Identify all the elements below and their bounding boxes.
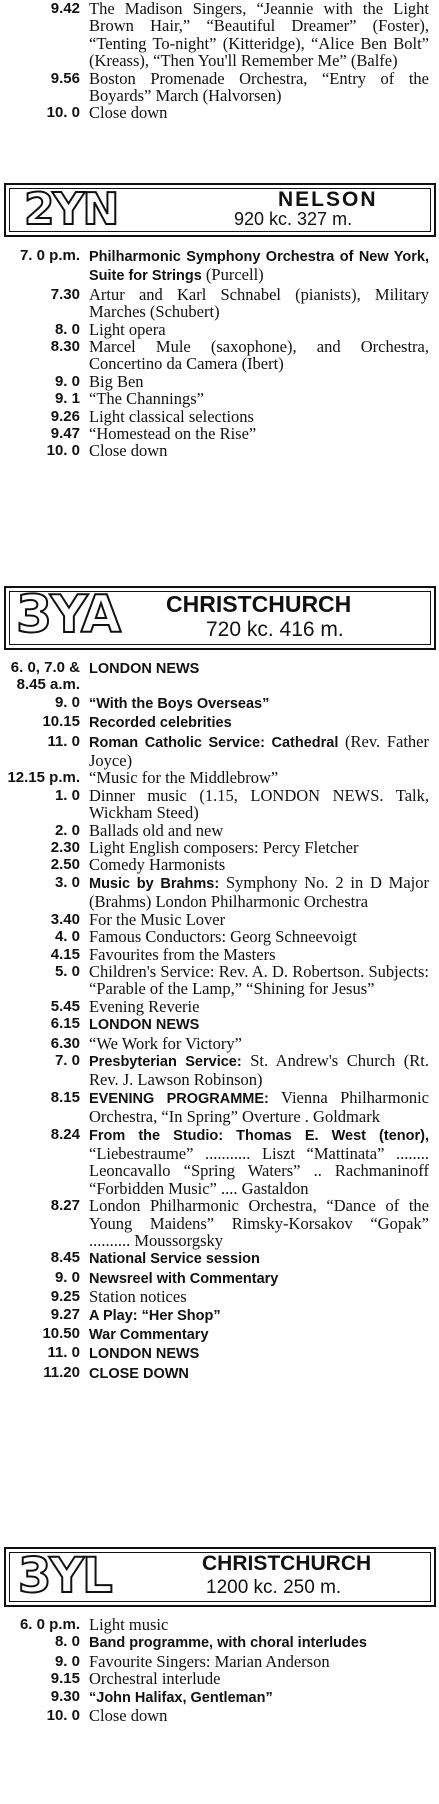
program-highlight: A Play: “Her Shop” xyxy=(89,1307,221,1324)
program-entry xyxy=(0,1089,439,1126)
program-time: 3. 0 xyxy=(54,873,80,891)
christchurch-yl-program-list xyxy=(0,1616,439,1724)
program-entry xyxy=(0,390,439,407)
program-time: 10.15 xyxy=(42,713,80,731)
program-time: 9.56 xyxy=(50,69,80,87)
program-time: 2. 0 xyxy=(54,821,80,839)
program-text: Marcel Mule (saxophone), and Orchestra, Concertino da Camera (Ibert) xyxy=(89,337,429,374)
program-entry xyxy=(0,928,439,945)
program-entry xyxy=(0,338,439,373)
program-description xyxy=(89,694,429,713)
program-highlight: Band programme, with choral interludes xyxy=(89,1635,367,1652)
top-program-list xyxy=(0,0,439,122)
program-text: Station notices xyxy=(89,1287,187,1307)
program-time: 7.30 xyxy=(50,285,80,303)
program-entry xyxy=(0,1052,439,1089)
program-description xyxy=(89,1126,429,1198)
program-time: 8. 0 xyxy=(54,1633,80,1651)
program-description xyxy=(89,856,429,873)
program-highlight: LONDON NEWS xyxy=(89,1346,200,1363)
program-text: Favourite Singers: Marian Anderson xyxy=(89,1651,330,1671)
program-highlight: Newsreel with Commentary xyxy=(89,1270,279,1287)
program-text: “Liebestraume” ........... Liszt “Mattinata” ........ Leoncavallo “Spring Waters” .. Rachmaninoff “Forbidden Music” .... Gastaldon xyxy=(89,1143,429,1198)
program-time: 9. 0 xyxy=(54,1268,80,1286)
program-description xyxy=(89,911,429,928)
program-text: “Music for the Middlebrow” xyxy=(89,768,279,788)
program-entry xyxy=(0,1364,439,1383)
station-header-3ya xyxy=(4,586,436,650)
program-description xyxy=(89,373,429,390)
christchurch-program-list xyxy=(0,659,439,1383)
program-time: 6. 0 p.m. xyxy=(19,1616,80,1633)
program-time: 9.42 xyxy=(50,0,80,17)
program-time: 8. 0 xyxy=(54,320,80,338)
program-entry xyxy=(0,1653,439,1670)
program-description xyxy=(89,713,429,732)
program-entry xyxy=(0,1688,439,1707)
program-highlight: Music by Brahms: xyxy=(89,875,220,892)
program-highlight: LONDON NEWS xyxy=(89,1017,200,1034)
program-description xyxy=(89,1035,429,1052)
program-time: 10.50 xyxy=(42,1325,80,1343)
program-description xyxy=(89,286,429,321)
program-description xyxy=(89,1288,429,1305)
program-text: Orchestral interlude xyxy=(89,1669,221,1689)
program-text: St. Andrew's Church (Rt. Rev. J. Lawson Robinson) xyxy=(89,1050,429,1090)
program-description xyxy=(89,425,429,442)
program-text: Famous Conductors: Georg Schneevoigt xyxy=(89,927,357,947)
program-entry xyxy=(0,998,439,1015)
program-description xyxy=(89,1325,429,1344)
program-time: 4. 0 xyxy=(54,928,80,946)
program-entry xyxy=(0,1269,439,1288)
program-text: Ballads old and new xyxy=(89,820,224,840)
program-entry xyxy=(0,659,439,694)
program-text: The Madison Singers, “Jeannie with the Light Brown Hair,” “Beautiful Dreamer” (Foster), “Tenting To-night” (Kitteridge), “Alice Ben Bolt” (Kreass), “Then You'll Remember Me” (Balfe) xyxy=(89,0,429,71)
program-time: 11.20 xyxy=(43,1363,80,1381)
program-entry xyxy=(0,408,439,425)
program-time: 1. 0 xyxy=(54,786,80,804)
program-text: Symphony No. 2 in D Major (Brahms) London Philharmonic Orchestra xyxy=(89,872,429,912)
program-entry xyxy=(0,1344,439,1363)
program-highlight: Philharmonic Symphony Orchestra of New York, Suite for Strings xyxy=(89,249,429,285)
program-time: 9.25 xyxy=(50,1288,80,1306)
program-text: “The Channings” xyxy=(89,389,205,409)
program-text: “Homestead on the Rise” xyxy=(89,424,257,444)
program-entry xyxy=(0,1325,439,1344)
program-text: Comedy Harmonists xyxy=(89,855,226,875)
program-entry xyxy=(0,733,439,770)
program-description xyxy=(89,390,429,407)
program-entry xyxy=(0,321,439,338)
program-entry xyxy=(0,373,439,390)
program-description xyxy=(89,1707,429,1724)
program-entry xyxy=(0,70,439,105)
program-description xyxy=(89,1197,429,1249)
program-text: London Philharmonic Orchestra, “Dance of the Young Maidens” Rimsky-Korsakov “Gopak” .......... Moussorgsky xyxy=(89,1196,429,1250)
program-time: 8.24 xyxy=(50,1125,80,1143)
program-text: Vienna Philharmonic Orchestra, “In Spring” Overture . Goldmark xyxy=(89,1087,429,1127)
program-description xyxy=(89,1089,429,1126)
program-text: Close down xyxy=(89,1706,168,1726)
program-entry xyxy=(0,694,439,713)
program-time: 9.26 xyxy=(50,407,80,425)
program-time: 3.40 xyxy=(50,910,80,928)
program-text: Light opera xyxy=(89,319,166,339)
program-time: 8.30 xyxy=(50,338,80,356)
station-city-3yl: CHRISTCHURCH xyxy=(202,1552,372,1575)
program-description xyxy=(89,1616,429,1633)
program-time: 11. 0 xyxy=(47,1344,80,1362)
program-description xyxy=(89,1688,429,1707)
program-entry xyxy=(0,286,439,321)
program-text: Close down xyxy=(89,441,168,461)
station-city-2yn: NELSON xyxy=(278,188,378,211)
station-frequency-3yl: 1200 kc. 250 m. xyxy=(206,1577,342,1598)
program-text: Evening Reverie xyxy=(89,996,200,1016)
program-description xyxy=(89,442,429,459)
program-text: For the Music Lover xyxy=(89,909,226,929)
station-city-3ya: CHRISTCHURCH xyxy=(166,591,352,617)
program-entry xyxy=(0,1126,439,1198)
program-description xyxy=(89,1015,429,1034)
program-time: 4.15 xyxy=(50,945,80,963)
station-header-2yn xyxy=(4,183,436,237)
program-time: 11. 0 xyxy=(47,732,80,750)
program-highlight: War Commentary xyxy=(89,1327,209,1344)
program-entry xyxy=(0,787,439,822)
program-time: 9.27 xyxy=(50,1305,80,1323)
program-description xyxy=(89,338,429,373)
program-time: 6.15 xyxy=(50,1015,80,1033)
program-description xyxy=(89,822,429,839)
program-description xyxy=(89,1364,429,1383)
program-entry xyxy=(0,1707,439,1724)
program-entry xyxy=(0,104,439,121)
program-entry xyxy=(0,856,439,873)
program-description xyxy=(89,787,429,822)
program-entry xyxy=(0,247,439,286)
program-description xyxy=(89,928,429,945)
station-logo-3yl: 3YL xyxy=(18,1548,111,1604)
program-entry xyxy=(0,425,439,442)
program-time: 6. 0, 7.0 & 8.45 a.m. xyxy=(10,659,80,694)
program-description xyxy=(89,104,429,121)
program-text: Children's Service: Rev. A. D. Robertson. Subjects: “Parable of the Lamp,” “Shining for Jesus” xyxy=(89,961,429,999)
program-description xyxy=(89,874,429,911)
program-text: Light English composers: Percy Fletcher xyxy=(89,838,359,858)
program-description xyxy=(89,659,429,694)
station-logo-3ya: 3YA xyxy=(16,585,120,645)
station-logo-2yn: 2YN xyxy=(24,184,118,235)
program-description xyxy=(89,1269,429,1288)
program-text: (Purcell) xyxy=(201,265,264,285)
program-entry xyxy=(0,1288,439,1305)
program-time: 8.45 xyxy=(50,1249,80,1267)
program-description xyxy=(89,1653,429,1670)
program-highlight: Presbyterian Service: xyxy=(89,1053,242,1070)
program-text: Boston Promenade Orchestra, “Entry of the Boyards” March (Halvorsen) xyxy=(89,68,429,106)
nelson-program-list xyxy=(0,247,439,460)
station-frequency-2yn: 920 kc. 327 m. xyxy=(234,209,353,229)
program-entry xyxy=(0,1035,439,1052)
program-highlight: Roman Catholic Service: Cathedral xyxy=(89,734,339,751)
program-entry xyxy=(0,1616,439,1633)
program-time: 9.30 xyxy=(50,1687,80,1705)
program-entry xyxy=(0,769,439,786)
program-time: 7. 0 xyxy=(54,1051,80,1069)
program-description xyxy=(89,1633,429,1652)
program-highlight: Recorded celebrities xyxy=(89,715,232,732)
program-time: 12.15 p.m. xyxy=(7,769,80,787)
program-time: 5.45 xyxy=(50,997,80,1015)
program-entry xyxy=(0,822,439,839)
program-time: 8.15 xyxy=(50,1088,80,1106)
program-description xyxy=(89,321,429,338)
program-time: 10. 0 xyxy=(46,104,80,122)
program-description xyxy=(89,0,429,70)
program-description xyxy=(89,1670,429,1687)
program-description xyxy=(89,1306,429,1325)
program-time: 9. 1 xyxy=(54,390,80,408)
program-entry xyxy=(0,1306,439,1325)
program-description xyxy=(89,946,429,963)
program-description xyxy=(89,963,429,998)
program-text: Dinner music (1.15, LONDON NEWS. Talk, Wickham Steed) xyxy=(89,785,429,823)
program-description xyxy=(89,1249,429,1268)
program-description xyxy=(89,998,429,1015)
program-time: 2.30 xyxy=(50,839,80,857)
program-description xyxy=(89,247,429,286)
program-text: Artur and Karl Schnabel (pianists), Military Marches (Schubert) xyxy=(89,284,429,322)
program-time: 6.30 xyxy=(50,1034,80,1052)
program-entry xyxy=(0,713,439,732)
program-text: Close down xyxy=(89,103,168,123)
program-time: 10. 0 xyxy=(46,1707,80,1725)
program-time: 5. 0 xyxy=(54,962,80,980)
program-text: “We Work for Victory” xyxy=(89,1033,242,1053)
program-time: 8.27 xyxy=(50,1197,80,1215)
program-time: 2.50 xyxy=(50,856,80,874)
program-entry xyxy=(0,839,439,856)
program-entry xyxy=(0,1633,439,1652)
program-description xyxy=(89,70,429,105)
program-highlight: From the Studio: Thomas E. West (tenor), xyxy=(89,1127,429,1144)
program-description xyxy=(89,1344,429,1363)
program-time: 9.15 xyxy=(50,1670,80,1688)
program-highlight: “With the Boys Overseas” xyxy=(89,695,270,712)
program-entry xyxy=(0,963,439,998)
program-highlight: CLOSE DOWN xyxy=(89,1365,189,1382)
program-description xyxy=(89,733,429,770)
program-description xyxy=(89,769,429,786)
program-highlight: National Service session xyxy=(89,1251,260,1268)
program-entry xyxy=(0,911,439,928)
program-time: 10. 0 xyxy=(46,442,80,460)
program-time: 9. 0 xyxy=(54,372,80,390)
program-description xyxy=(89,408,429,425)
program-entry xyxy=(0,1249,439,1268)
program-text: Light classical selections xyxy=(89,406,254,426)
program-text: Light music xyxy=(89,1615,169,1634)
station-frequency-3ya: 720 kc. 416 m. xyxy=(206,618,344,641)
program-time: 9.47 xyxy=(50,425,80,443)
program-highlight: LONDON NEWS xyxy=(89,661,200,677)
program-text: Big Ben xyxy=(89,371,144,391)
program-highlight: “John Halifax, Gentleman” xyxy=(89,1689,273,1706)
program-time: 7. 0 p.m. xyxy=(19,247,80,264)
program-entry xyxy=(0,442,439,459)
program-description xyxy=(89,839,429,856)
program-entry xyxy=(0,874,439,911)
program-entry xyxy=(0,946,439,963)
program-text: (Rev. Father Joyce) xyxy=(89,731,429,771)
program-entry xyxy=(0,1197,439,1249)
program-text: Favourites from the Masters xyxy=(89,944,276,964)
station-header-3yl xyxy=(4,1547,436,1607)
program-time: 9. 0 xyxy=(54,693,80,711)
program-description xyxy=(89,1052,429,1089)
program-entry xyxy=(0,0,439,70)
program-entry xyxy=(0,1670,439,1687)
program-time: 9. 0 xyxy=(54,1652,80,1670)
program-highlight: EVENING PROGRAMME: xyxy=(89,1090,269,1107)
program-entry xyxy=(0,1015,439,1034)
